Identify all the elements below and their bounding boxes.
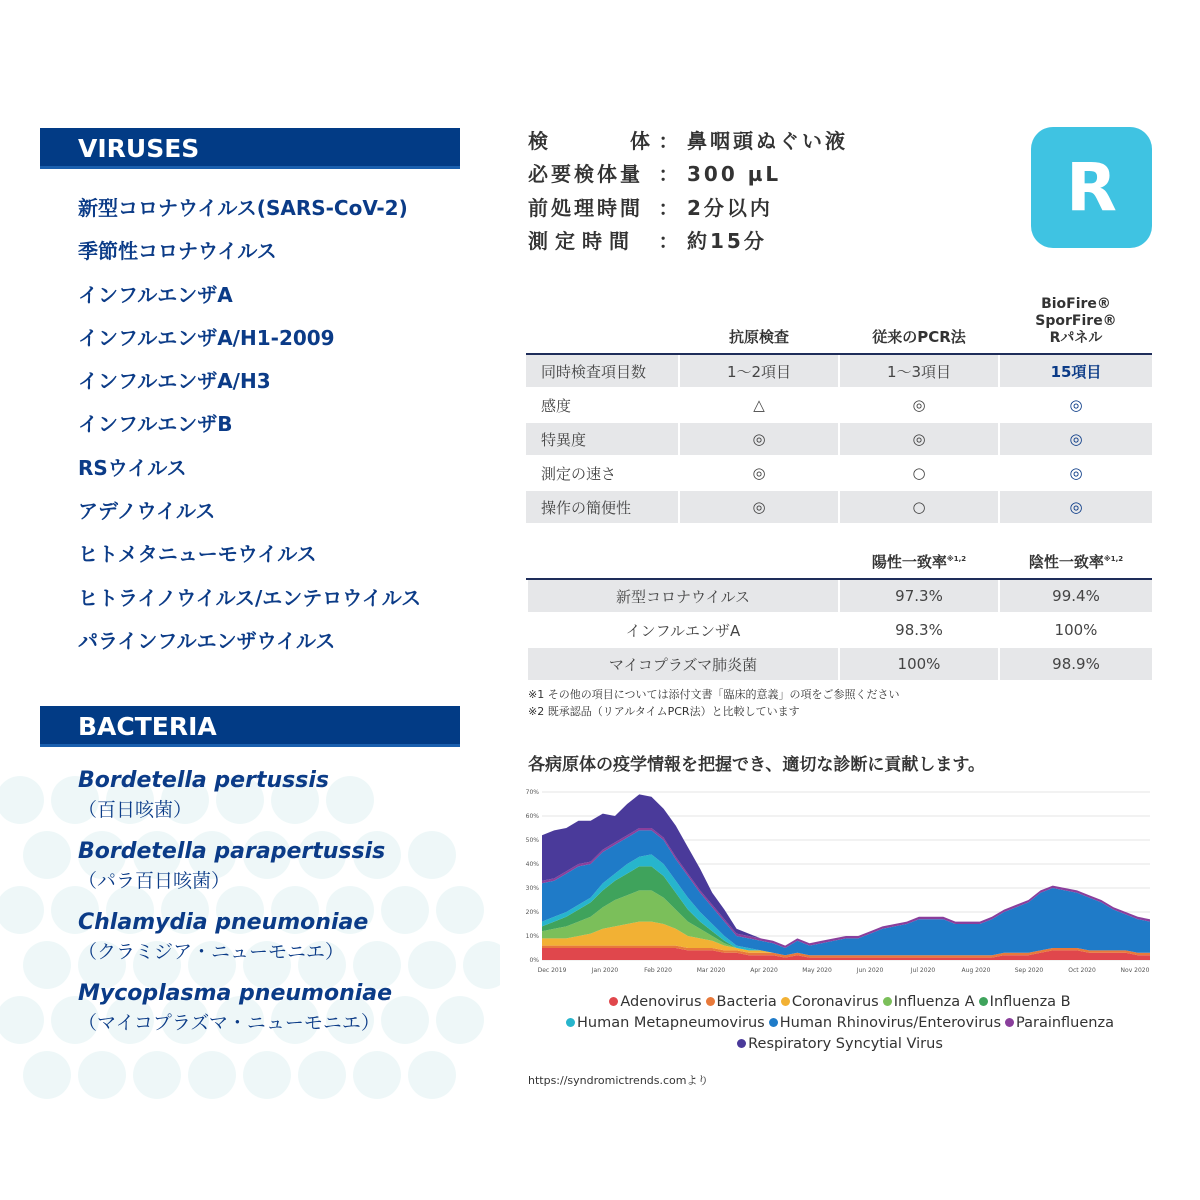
row-label: 新型コロナウイルス bbox=[526, 580, 838, 614]
legend-label: Coronavirus bbox=[791, 994, 879, 1010]
spec-value: 2分以内 bbox=[687, 195, 773, 220]
legend-label: Bacteria bbox=[716, 994, 777, 1010]
table-cell: 97.3% bbox=[838, 580, 998, 614]
y-tick-label: 40% bbox=[525, 861, 539, 868]
row-label: インフルエンザA bbox=[526, 614, 838, 648]
legend-dot-icon bbox=[883, 997, 892, 1006]
virus-item: インフルエンザB bbox=[78, 412, 233, 437]
legend-item bbox=[1005, 1013, 1114, 1034]
comparison-table bbox=[526, 296, 1152, 525]
panel-r-badge: R bbox=[1031, 127, 1152, 248]
header-cell: 陰性一致率$^{※1,2}$ bbox=[998, 538, 1152, 578]
table-cell: ◎ bbox=[678, 457, 838, 491]
legend-item bbox=[979, 992, 1071, 1013]
legend-dot-icon bbox=[737, 1039, 746, 1048]
spec-row bbox=[528, 159, 848, 192]
footnote: ※1 その他の項目については添付文書「臨床的意義」の項をご参照ください bbox=[528, 688, 900, 701]
table-cell: ◎ bbox=[678, 423, 838, 457]
spec-colon: ： bbox=[658, 228, 682, 253]
table-cell: ◎ bbox=[998, 423, 1152, 457]
table-row bbox=[526, 580, 1152, 614]
bacteria-japanese-name: （百日咳菌） bbox=[78, 799, 193, 821]
row-label: 測定の速さ bbox=[526, 457, 678, 491]
table-cell: 99.4% bbox=[998, 580, 1152, 614]
chart-heading: 各病原体の疫学情報を把握でき、適切な診断に貢献します。 bbox=[528, 755, 985, 775]
row-label: 特異度 bbox=[526, 423, 678, 457]
table-row bbox=[526, 491, 1152, 525]
x-tick-label: Aug 2020 bbox=[961, 967, 991, 974]
x-tick-label: Jul 2020 bbox=[910, 967, 936, 974]
y-tick-label: 50% bbox=[525, 837, 539, 844]
virus-item: 新型コロナウイルス(SARS-CoV-2) bbox=[78, 196, 408, 220]
legend-label: Adenovirus bbox=[620, 994, 702, 1010]
table-cell: ◎ bbox=[998, 491, 1152, 525]
spec-row bbox=[528, 126, 848, 159]
row-label: マイコプラズマ肺炎菌 bbox=[526, 648, 838, 682]
legend-dot-icon bbox=[609, 997, 618, 1006]
bacteria-item bbox=[78, 839, 385, 893]
spec-list bbox=[528, 126, 848, 259]
virus-item: ヒトライノウイルス/エンテロウイルス bbox=[78, 585, 422, 610]
legend-label: Parainfluenza bbox=[1016, 1015, 1114, 1031]
table-cell: △ bbox=[678, 389, 838, 423]
x-tick-label: Mar 2020 bbox=[696, 967, 726, 974]
table-row bbox=[526, 389, 1152, 423]
y-tick-label: 60% bbox=[525, 813, 539, 820]
agreement-table bbox=[526, 538, 1152, 682]
legend-dot-icon bbox=[566, 1018, 575, 1027]
bacteria-header: BACTERIA bbox=[40, 706, 460, 747]
legend-item bbox=[769, 1013, 1001, 1034]
table-row bbox=[526, 355, 1152, 389]
table-cell: 98.3% bbox=[838, 614, 998, 648]
virus-item: インフルエンザA/H3 bbox=[78, 369, 271, 394]
spec-value: 鼻咽頭ぬぐい液 bbox=[687, 129, 848, 153]
chart-legend bbox=[520, 992, 1160, 1055]
bacteria-scientific-name: Chlamydia pneumoniae bbox=[78, 910, 369, 935]
source-note: https://syndromictrends.comより bbox=[528, 1074, 709, 1087]
viruses-header: VIRUSES bbox=[40, 128, 460, 169]
y-tick-label: 70% bbox=[525, 789, 539, 796]
header-cell: 陽性一致率$^{※1,2}$ bbox=[838, 538, 998, 578]
x-tick-label: Feb 2020 bbox=[644, 967, 672, 974]
table-row bbox=[526, 457, 1152, 491]
legend-item bbox=[781, 992, 879, 1013]
x-tick-label: Jun 2020 bbox=[856, 967, 884, 974]
spec-colon: ： bbox=[658, 195, 682, 220]
x-tick-label: Nov 2020 bbox=[1120, 967, 1150, 974]
spec-row bbox=[528, 193, 848, 226]
spec-label: 測定時間 bbox=[528, 228, 636, 253]
x-tick-label: Dec 2019 bbox=[537, 967, 567, 974]
x-tick-label: Sep 2020 bbox=[1014, 967, 1044, 974]
footnote: ※2 既承認品（リアルタイムPCR法）と比較しています bbox=[528, 705, 800, 718]
table-cell: ◎ bbox=[998, 457, 1152, 491]
bacteria-scientific-name: Bordetella parapertussis bbox=[78, 839, 386, 864]
virus-item: ヒトメタニューモウイルス bbox=[78, 542, 317, 567]
spec-label: 検 体 bbox=[528, 129, 653, 153]
legend-item bbox=[706, 992, 777, 1013]
table-cell: ○ bbox=[838, 457, 998, 491]
table-cell: ○ bbox=[838, 491, 998, 525]
legend-label: Respiratory Syncytial Virus bbox=[748, 1036, 943, 1052]
table-cell: 100% bbox=[838, 648, 998, 682]
legend-dot-icon bbox=[781, 997, 790, 1006]
x-tick-label: Jan 2020 bbox=[591, 967, 619, 974]
bacteria-item bbox=[78, 910, 368, 964]
table-cell: 100% bbox=[998, 614, 1152, 648]
agreement-header-row bbox=[526, 538, 1152, 578]
legend-label: Human Metapneumovirus bbox=[577, 1015, 765, 1031]
table-cell: ◎ bbox=[998, 389, 1152, 423]
legend-item bbox=[883, 992, 975, 1013]
table-cell: 1～2項目 bbox=[678, 355, 838, 389]
bacteria-japanese-name: （マイコプラズマ・ニューモニエ） bbox=[78, 1012, 380, 1034]
legend-dot-icon bbox=[1005, 1018, 1014, 1027]
virus-list bbox=[78, 192, 421, 668]
x-tick-label: May 2020 bbox=[802, 967, 832, 974]
bacteria-item bbox=[78, 768, 329, 822]
legend-dot-icon bbox=[769, 1018, 778, 1027]
legend-label: Influenza B bbox=[989, 994, 1071, 1010]
header-cell-brand: BioFire® SporFire® Rパネル bbox=[998, 296, 1152, 353]
table-cell: ◎ bbox=[838, 389, 998, 423]
comparison-header-row bbox=[526, 296, 1152, 353]
header-cell bbox=[526, 538, 838, 578]
table-row bbox=[526, 648, 1152, 682]
table-row bbox=[526, 614, 1152, 648]
legend-dot-icon bbox=[706, 997, 715, 1006]
spec-colon: ： bbox=[658, 162, 682, 187]
x-tick-label: Oct 2020 bbox=[1068, 967, 1096, 974]
row-label: 操作の簡便性 bbox=[526, 491, 678, 525]
virus-item: インフルエンザA/H1-2009 bbox=[78, 325, 335, 350]
virus-item: 季節性コロナウイルス bbox=[78, 239, 277, 264]
virus-item: RSウイルス bbox=[78, 455, 187, 480]
spec-label: 前処理時間 bbox=[528, 195, 643, 220]
header-cell: 従来のPCR法 bbox=[838, 296, 998, 353]
spec-value: 約15分 bbox=[687, 228, 767, 253]
virus-item: パラインフルエンザウイルス bbox=[78, 628, 336, 653]
bacteria-scientific-name: Mycoplasma pneumoniae bbox=[78, 981, 393, 1006]
legend-dot-icon bbox=[979, 997, 988, 1006]
legend-item bbox=[566, 1013, 765, 1034]
virus-item: アデノウイルス bbox=[78, 499, 216, 524]
x-tick-label: Apr 2020 bbox=[750, 967, 778, 974]
legend-item bbox=[737, 1034, 943, 1055]
legend-label: Human Rhinovirus/Enterovirus bbox=[779, 1015, 1001, 1031]
legend-label: Influenza A bbox=[893, 994, 975, 1010]
bacteria-japanese-name: （パラ百日咳菌） bbox=[78, 870, 231, 892]
y-tick-label: 10% bbox=[525, 933, 539, 940]
y-tick-label: 20% bbox=[525, 909, 539, 916]
spec-row bbox=[528, 226, 848, 259]
table-cell: ◎ bbox=[678, 491, 838, 525]
stacked-area-chart bbox=[520, 782, 1160, 982]
spec-colon: ： bbox=[658, 129, 682, 153]
table-cell: 98.9% bbox=[998, 648, 1152, 682]
virus-item: インフルエンザA bbox=[78, 282, 233, 307]
header-cell: 抗原検査 bbox=[678, 296, 838, 353]
y-tick-label: 0% bbox=[529, 957, 539, 964]
spec-value: 300 µL bbox=[687, 162, 782, 187]
row-label: 同時検査項目数 bbox=[526, 355, 678, 389]
row-label: 感度 bbox=[526, 389, 678, 423]
table-cell: 1～3項目 bbox=[838, 355, 998, 389]
header-cell bbox=[526, 296, 678, 353]
table-cell: ◎ bbox=[838, 423, 998, 457]
table-cell: 15項目 bbox=[998, 355, 1152, 389]
bacteria-item bbox=[78, 981, 392, 1035]
bacteria-japanese-name: （クラミジア・ニューモニエ） bbox=[78, 941, 345, 963]
spec-label: 必要検体量 bbox=[528, 162, 643, 187]
y-tick-label: 30% bbox=[525, 885, 539, 892]
footnotes bbox=[528, 686, 900, 720]
legend-item bbox=[609, 992, 701, 1013]
bacteria-scientific-name: Bordetella pertussis bbox=[78, 768, 329, 793]
table-row bbox=[526, 423, 1152, 457]
